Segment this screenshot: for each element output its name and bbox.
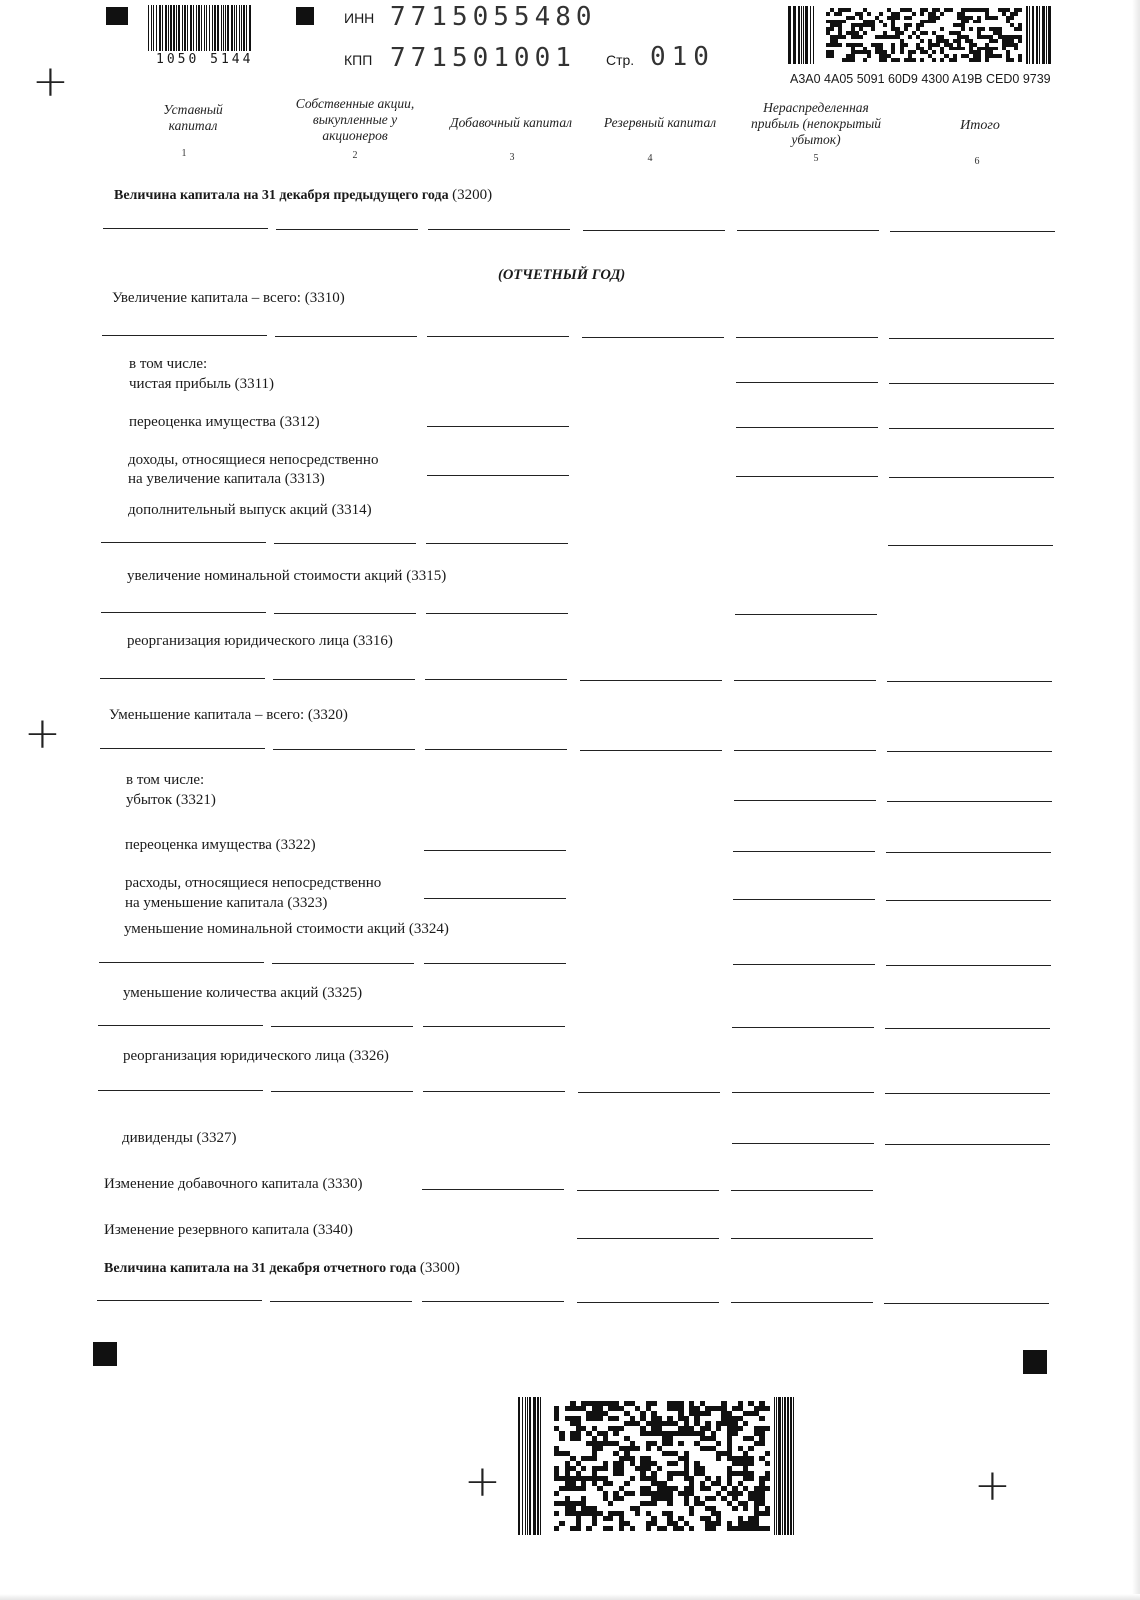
entry-line: [731, 1190, 873, 1191]
inn-value: 7715055480: [390, 2, 597, 32]
row-3313-label-line1: доходы, относящиеся непосредственно: [128, 452, 379, 468]
entry-line: [887, 751, 1052, 752]
entry-line: [271, 1026, 413, 1027]
entry-line: [273, 679, 415, 680]
column-header-5: Нераспределенная прибыль (непокрытый убыток): [750, 100, 882, 147]
entry-line: [270, 1301, 412, 1302]
entry-line: [102, 335, 267, 336]
row-3300-label: Величина капитала на 31 декабря отчетного года (3300): [104, 1260, 460, 1276]
row-3200-label: Величина капитала на 31 декабря предыдущего года (3200): [114, 187, 493, 203]
including-label-2: в том числе:: [126, 772, 205, 788]
row-3312-label: переоценка имущества (3312): [129, 414, 320, 430]
entry-line: [97, 1300, 262, 1301]
row-3310-label: Увеличение капитала – всего: (3310): [112, 290, 345, 306]
entry-line: [423, 1026, 565, 1027]
entry-line: [103, 228, 268, 229]
entry-line: [274, 613, 416, 614]
entry-line: [100, 678, 265, 679]
entry-line: [736, 337, 878, 338]
entry-line: [425, 679, 567, 680]
entry-line: [99, 962, 264, 963]
crosshair-mark: +: [464, 1456, 501, 1507]
entry-line: [101, 612, 266, 613]
crosshair-mark: +: [32, 56, 69, 107]
entry-line: [737, 230, 879, 231]
entry-line: [426, 613, 568, 614]
entry-line: [889, 477, 1054, 478]
entry-line: [422, 1301, 564, 1302]
entry-line: [733, 899, 875, 900]
crosshair-mark: +: [974, 1460, 1011, 1511]
entry-line: [884, 1303, 1049, 1304]
inn-label: ИНН: [344, 10, 375, 26]
entry-line: [888, 545, 1053, 546]
entry-line: [735, 614, 877, 615]
page-value: 010: [650, 42, 715, 72]
column-header-2: Собственные акции, выкупленные у акционеров: [295, 96, 415, 143]
entry-line: [577, 1190, 719, 1191]
entry-line: [886, 900, 1051, 901]
column-number-2: 2: [352, 150, 358, 161]
column-header-6: Итого: [960, 118, 1000, 133]
row-3322-label: переоценка имущества (3322): [125, 837, 316, 853]
entry-line: [732, 1092, 874, 1093]
entry-line: [577, 1302, 719, 1303]
entry-line: [736, 382, 878, 383]
barcode-number: 1050 5144: [156, 52, 254, 67]
column-number-4: 4: [647, 153, 653, 164]
entry-line: [424, 963, 566, 964]
entry-line: [427, 426, 569, 427]
row-3330-label: Изменение добавочного капитала (3330): [104, 1176, 363, 1192]
entry-line: [425, 749, 567, 750]
entry-line: [732, 1027, 874, 1028]
row-3321-label: убыток (3321): [126, 792, 216, 808]
entry-line: [423, 1091, 565, 1092]
including-label: в том числе:: [129, 356, 208, 372]
row-3313-label-line2: на увеличение капитала (3313): [128, 471, 325, 487]
entry-line: [885, 1144, 1050, 1145]
entry-line: [427, 336, 569, 337]
row-3315-label: увеличение номинальной стоимости акций (3315): [127, 568, 447, 584]
page-label: Стр.: [606, 52, 635, 68]
column-header-1: Уставный капитал: [163, 102, 223, 133]
entry-line: [272, 963, 414, 964]
row-3326-label: реорганизация юридического лица (3326): [123, 1048, 389, 1064]
row-3316-label: реорганизация юридического лица (3316): [127, 633, 393, 649]
barcode: [148, 5, 270, 51]
entry-line: [731, 1302, 873, 1303]
entry-line: [734, 680, 876, 681]
entry-line: [733, 964, 875, 965]
section-title: (ОТЧЕТНЫЙ ГОД): [498, 267, 626, 283]
row-3340-label: Изменение резервного капитала (3340): [104, 1222, 353, 1238]
entry-line: [273, 749, 415, 750]
entry-line: [887, 681, 1052, 682]
entry-line: [731, 1238, 873, 1239]
column-number-6: 6: [974, 156, 980, 167]
entry-line: [886, 965, 1051, 966]
entry-line: [276, 229, 418, 230]
entry-line: [887, 801, 1052, 802]
page-bottom-shadow: [0, 1594, 1140, 1600]
entry-line: [422, 1189, 564, 1190]
registration-marker-bottom-left: [93, 1342, 117, 1366]
registration-marker-bottom-right: [1023, 1350, 1047, 1374]
entry-line: [98, 1025, 263, 1026]
row-3325-label: уменьшение количества акций (3325): [123, 985, 363, 1001]
entry-line: [271, 1091, 413, 1092]
entry-line: [424, 850, 566, 851]
entry-line: [734, 800, 876, 801]
matrix-code-bottom: [518, 1397, 808, 1535]
entry-line: [583, 230, 725, 231]
registration-marker-top-mid: [296, 7, 314, 25]
entry-line: [886, 852, 1051, 853]
matrix-code-caption: A3A0 4A05 5091 60D9 4300 A19B CED0 9739: [790, 72, 1051, 86]
matrix-code-top: [788, 6, 1074, 64]
entry-line: [885, 1093, 1050, 1094]
entry-line: [428, 229, 570, 230]
kpp-label: КПП: [344, 52, 373, 68]
row-3320-label: Уменьшение капитала – всего: (3320): [109, 707, 348, 723]
registration-marker-top-left: [106, 7, 128, 25]
entry-line: [885, 1028, 1050, 1029]
entry-line: [580, 680, 722, 681]
entry-line: [736, 476, 878, 477]
row-3327-label: дивиденды (3327): [122, 1130, 237, 1146]
entry-line: [889, 428, 1054, 429]
entry-line: [100, 748, 265, 749]
entry-line: [733, 851, 875, 852]
kpp-value: 771501001: [390, 43, 576, 73]
entry-line: [275, 336, 417, 337]
row-3314-label: дополнительный выпуск акций (3314): [128, 502, 372, 518]
entry-line: [427, 475, 569, 476]
row-3324-label: уменьшение номинальной стоимости акций (3324): [124, 921, 449, 937]
entry-line: [578, 1092, 720, 1093]
column-number-1: 1: [181, 148, 187, 159]
entry-line: [732, 1143, 874, 1144]
entry-line: [274, 543, 416, 544]
entry-line: [734, 750, 876, 751]
entry-line: [736, 427, 878, 428]
row-3311-label: чистая прибыль (3311): [129, 376, 275, 392]
row-3323-label-line2: на уменьшение капитала (3323): [125, 895, 328, 911]
row-3323-label-line1: расходы, относящиеся непосредственно: [125, 875, 382, 891]
column-number-5: 5: [813, 153, 819, 164]
entry-line: [580, 750, 722, 751]
entry-line: [98, 1090, 263, 1091]
column-header-3: Добавочный капитал: [450, 115, 572, 130]
column-header-4: Резервный капитал: [603, 115, 717, 130]
entry-line: [426, 543, 568, 544]
entry-line: [577, 1238, 719, 1239]
entry-line: [101, 542, 266, 543]
crosshair-mark: +: [24, 708, 61, 759]
page-edge-shadow: [1132, 0, 1140, 1600]
entry-line: [582, 337, 724, 338]
entry-line: [889, 338, 1054, 339]
column-number-3: 3: [509, 152, 515, 163]
entry-line: [890, 231, 1055, 232]
entry-line: [889, 383, 1054, 384]
entry-line: [424, 898, 566, 899]
